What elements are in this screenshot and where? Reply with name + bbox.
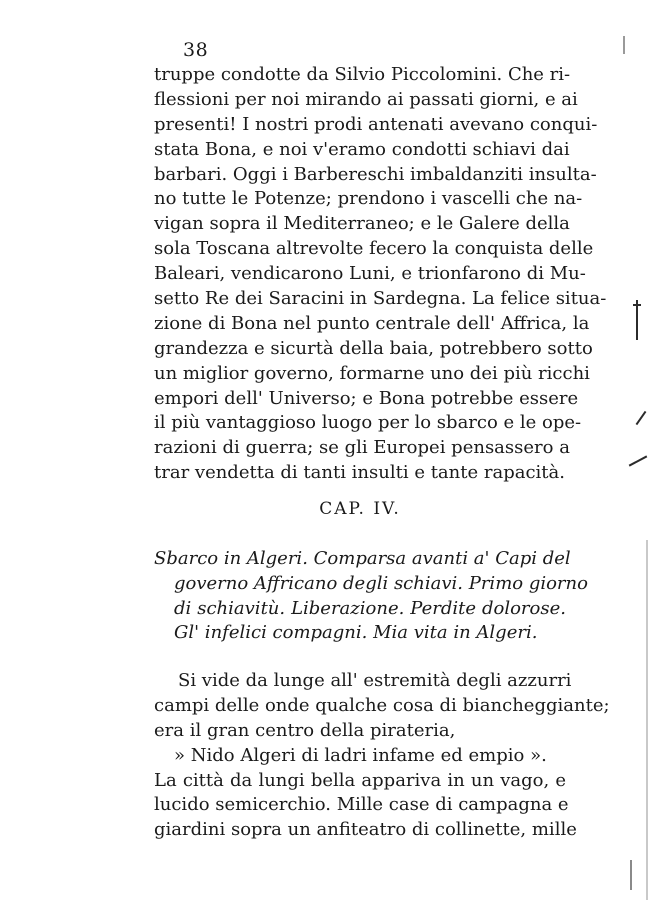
text-line: barbari. Oggi i Barbereschi imbaldanziti insulta- [154,163,597,185]
text-line: razioni di guerra; se gli Europei pensassero a [154,437,570,459]
paragraph-continued [154,63,607,486]
text-line: era il gran centro della pirateria, [154,719,456,741]
page-edge-mark [633,304,641,306]
text-line: setto Re dei Saracini in Sardegna. La felice situa- [154,288,607,310]
page-edge-mark [636,300,638,340]
text-line: La città da lungi bella appariva in un vago, e [154,769,566,791]
text-line: Baleari, vendicarono Luni, e trionfarono di Mu- [154,263,586,285]
text-line: il più vantaggioso luogo per lo sbarco e le ope- [154,412,582,434]
text-line: un miglior governo, formarne uno dei più ricchi [154,362,590,384]
verse-quote: » Nido Algeri di ladri infame ed empio ». [174,744,547,766]
page-edge-shadow [646,540,648,900]
text-line: grandezza e sicurtà della baia, potrebbero sotto [154,337,593,359]
text-line: giardini sopra un anfiteatro di collinette, mille [154,819,577,841]
text-line: empori dell' Universo; e Bona potrebbe essere [154,387,579,409]
page-number: 38 [183,39,209,61]
text-line: no tutte le Potenze; prendono i vascelli che na- [154,188,583,210]
chapter-summary [154,547,588,646]
summary-line: Sbarco in Algeri. Comparsa avanti a' Capi del [154,548,571,569]
summary-line: governo Affricano degli schiavi. Primo giorno [174,572,588,594]
page-edge-mark [636,411,647,425]
text-line: lucido semicerchio. Mille case di campagna e [154,794,569,816]
text-line: campi delle onde qualche cosa di biancheggiante; [154,694,610,716]
text-line: vigan sopra il Mediterraneo; e le Galere della [154,213,570,235]
page-edge-mark [630,860,632,890]
page-edge-mark [629,455,648,466]
text-line: flessioni per noi mirando ai passati giorni, e ai [154,88,578,110]
text-line: sola Toscana altrevolte fecero la conquista delle [154,238,594,260]
text-line: stata Bona, e noi v'eramo condotti schiavi dai [154,138,570,160]
page-edge-mark [623,36,625,54]
chapter-paragraph [154,669,610,843]
text-line: zione di Bona nel punto centrale dell' Affrica, la [154,312,590,334]
summary-line: Gl' infelici compagni. Mia vita in Algeri. [174,622,538,644]
text-line: truppe condotte da Silvio Piccolomini. Che ri- [154,64,571,85]
chapter-heading: CAP. IV. [319,499,401,519]
text-line: Si vide da lunge all' estremità degli azzurri [178,670,572,691]
text-line: presenti! I nostri prodi antenati avevano conqui- [154,113,598,135]
text-line: trar vendetta di tanti insulti e tante rapacità. [154,462,565,484]
summary-line: di schiavitù. Liberazione. Perdite dolorose. [174,597,566,619]
